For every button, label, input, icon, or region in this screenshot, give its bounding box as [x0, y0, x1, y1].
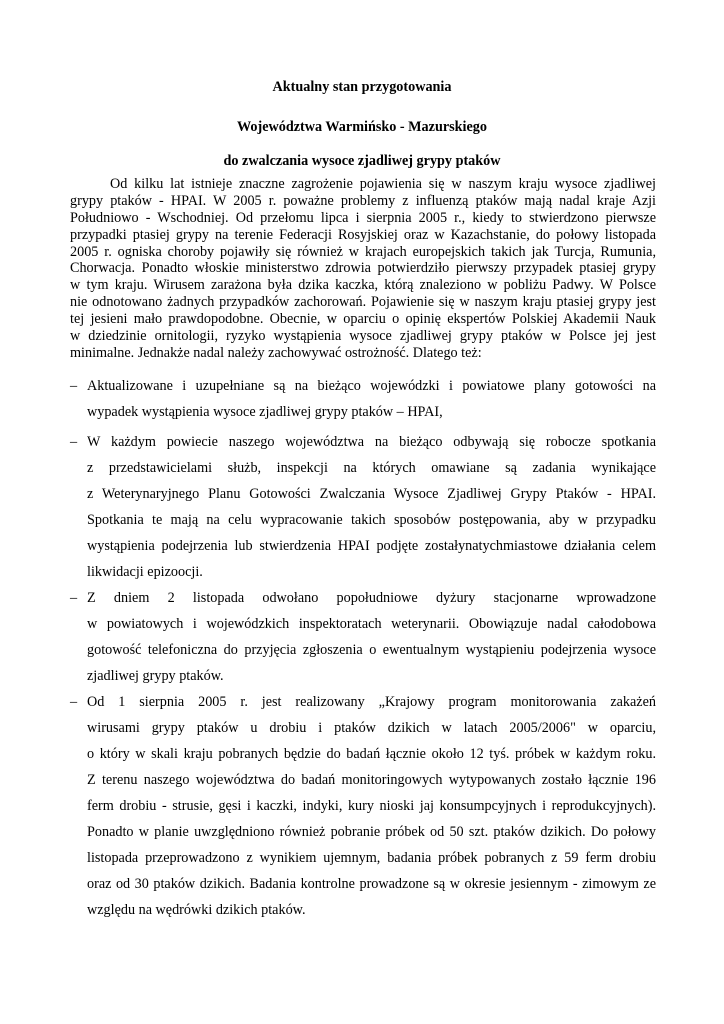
bullet-text	[87, 585, 656, 689]
bullet-line: likwidacji epizoocji.	[87, 564, 203, 580]
bullet-dash: –	[70, 378, 78, 394]
bullet-line: gotowość telefoniczna do przyjęcia zgłoszenia o ewentualnym wystąpieniu podejrzenia wysoce	[87, 642, 656, 658]
bullet-line: zjadliwej grypy ptaków.	[87, 668, 224, 684]
bullet-line: o który w skali kraju pobranych będzie do badań łącznie około 12 tyś. próbek w każdym roku.	[87, 746, 656, 762]
intro-line: tej jesieni mało prawdopodobne. Obecnie, w oparciu o opinię ekspertów Polskiej Akademii Nauk	[70, 311, 656, 328]
bullet-line: Od 1 sierpnia 2005 r. jest realizowany „Krajowy program monitorowania zakażeń	[87, 694, 656, 710]
intro-paragraph	[70, 176, 656, 362]
intro-line: grypy ptaków - HPAI. W 2005 r. poważne problemy z influenzą ptaków mają nadal kraje Azji	[70, 192, 656, 209]
bullet-text	[87, 689, 656, 923]
bullet-text	[87, 429, 656, 585]
bullet-line: Aktualizowane i uzupełniane są na bieżąco wojewódzki i powiatowe plany gotowości na	[87, 378, 656, 394]
intro-line: Od kilku lat istnieje znaczne zagrożenie pojawienia się w naszym kraju wysoce zjadliwej	[110, 176, 656, 192]
bullet-dash: –	[70, 694, 78, 710]
bullet-line: z Weterynaryjnego Planu Gotowości Zwalczania Wysoce Zjadliwej Grypy Ptaków - HPAI.	[87, 486, 656, 502]
bullet-text	[87, 373, 656, 425]
intro-line: nie odnotowano żadnych przypadków zachorowań. Pojawienie się w naszym kraju ptasiej grypy jest	[70, 294, 656, 311]
intro-line: Chorwacja. Ponadto włoskie ministerstwo zdrowia potwierdziło pierwszy przypadek ptasiej grypy	[70, 260, 656, 277]
document-title-line-1: Aktualny stan przygotowania	[272, 79, 452, 95]
bullet-line: ferm drobiu - strusie, gęsi i kaczki, indyki, kury nioski jaj konsumpcyjnych i reprodukcyjnych).	[87, 798, 656, 814]
bullet-line: Ponadto w planie uwzględniono również pobranie próbek od 50 szt. ptaków dzikich. Do połowy	[87, 824, 656, 840]
intro-line: Południowo - Wschodniej. Od przełomu lipca i sierpnia 2005 r., kiedy to stwierdzono pierwsze	[70, 209, 656, 226]
intro-line: w dziedzinie ornitologii, ryzyko wystąpienia wysoce zjadliwej grypy ptaków w Polsce jej jest	[70, 328, 656, 345]
document-title-line-2: Województwa Warmińsko - Mazurskiego	[237, 119, 487, 135]
bullet-dash: –	[70, 434, 78, 450]
bullet-line: W każdym powiecie naszego województwa na bieżąco odbywają się robocze spotkania	[87, 434, 656, 450]
bullet-line: wypadek wystąpienia wysoce zjadliwej grypy ptaków – HPAI,	[87, 404, 443, 420]
bullet-line: Z terenu naszego województwa do badań monitoringowych wytypowanych zostało łącznie 196	[87, 772, 656, 788]
intro-line: przypadki ptasiej grypy na terenie Federacji Rosyjskiej oraz w Kazachstanie, do połowy listopada	[70, 226, 656, 243]
document-title-line-3: do zwalczania wysoce zjadliwej grypy ptaków	[223, 153, 501, 169]
bullet-line: listopada przeprowadzono z wynikiem ujemnym, badania próbek pobranych z 59 ferm drobiu	[87, 850, 656, 866]
bullet-line: w powiatowych i wojewódzkich inspektoratach weterynarii. Obowiązuje nadal całodobowa	[87, 616, 656, 632]
bullet-line: oraz od 30 ptaków dzikich. Badania kontrolne prowadzone są w okresie jesiennym - zimowym ze	[87, 876, 656, 892]
bullet-line: względu na wędrówki dzikich ptaków.	[87, 902, 306, 918]
intro-line: minimalne. Jednakże nadal należy zachowywać ostrożność. Dlatego też:	[70, 344, 482, 361]
bullet-line: Z dniem 2 listopada odwołano popołudniowe dyżury stacjonarne wprowadzone	[87, 590, 656, 606]
bullet-line: Spotkania te mają na celu wypracowanie takich sposobów postępowania, aby w przypadku	[87, 512, 656, 528]
intro-line: 2005 r. ogniska choroby pojawiły się również w krajach europejskich takich jak Turcja, Rumunia,	[70, 243, 656, 260]
intro-line: w tym kraju. Wirusem zarażona była dzika kaczka, którą znaleziono w pobliżu Padwy. W Polsce	[70, 277, 656, 294]
bullet-line: wirusami grypy ptaków u drobiu i ptaków dzikich w latach 2005/2006" w oparciu,	[87, 720, 656, 736]
bullet-line: wystąpienia podejrzenia lub stwierdzenia HPAI podjęte zostałynatychmiastowe działania celem	[87, 538, 656, 554]
bullet-line: z przedstawicielami służb, inspekcji na których omawiane są zadania wynikające	[87, 460, 656, 476]
bullet-dash: –	[70, 590, 78, 606]
